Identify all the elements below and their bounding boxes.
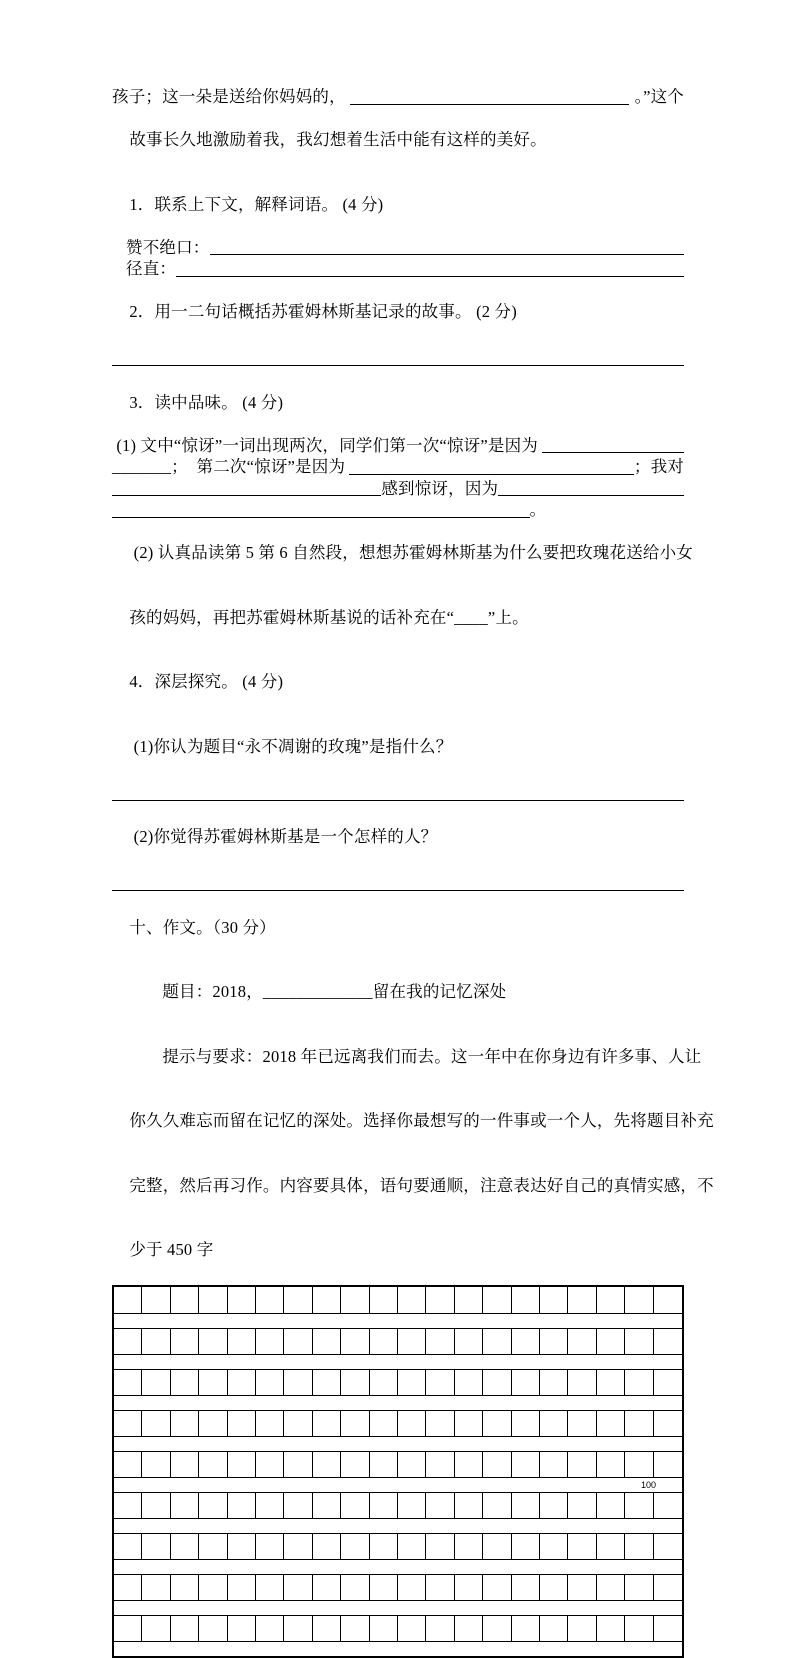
grid-cell xyxy=(426,1616,454,1641)
grid-cell xyxy=(199,1411,227,1436)
grid-cell xyxy=(114,1370,142,1395)
grid-cell xyxy=(568,1616,596,1641)
grid-cell xyxy=(284,1370,312,1395)
grid-spacer xyxy=(114,1314,682,1328)
grid-cell xyxy=(114,1575,142,1600)
grid-cell xyxy=(483,1411,511,1436)
grid-cell xyxy=(199,1452,227,1477)
grid-row xyxy=(114,1615,682,1642)
grid-cell xyxy=(313,1534,341,1559)
grid-row xyxy=(114,1533,682,1560)
answer-blank-quote xyxy=(350,99,629,105)
grid-cell xyxy=(313,1329,341,1354)
grid-cell xyxy=(313,1616,341,1641)
grid-cell xyxy=(114,1329,142,1354)
grid-cell xyxy=(313,1411,341,1436)
grid-cell xyxy=(370,1411,398,1436)
grid-cell xyxy=(625,1493,653,1518)
grid-cell xyxy=(654,1287,682,1313)
grid-cell xyxy=(228,1287,256,1313)
grid-cell xyxy=(341,1329,369,1354)
grid-cell xyxy=(540,1493,568,1518)
grid-cell xyxy=(313,1452,341,1477)
grid-cell xyxy=(256,1329,284,1354)
grid-cell xyxy=(256,1493,284,1518)
question-3-sub2-line-1: (2) 认真品读第 5 第 6 自然段，想想苏霍姆林斯基为什么要把玫瑰花送给小女 xyxy=(129,543,694,562)
grid-cell xyxy=(625,1575,653,1600)
question-4-title: 4．深层探究。 (4 分) xyxy=(129,672,284,691)
grid-cell xyxy=(540,1616,568,1641)
passage-line-1 xyxy=(112,86,684,108)
grid-cell xyxy=(142,1493,170,1518)
grid-spacer xyxy=(114,1642,682,1656)
essay-section-title: 十、作文。（30 分） xyxy=(129,917,276,937)
grid-cell xyxy=(142,1452,170,1477)
essay-requirements-line-4: 少于 450 字 xyxy=(129,1240,214,1259)
grid-cell xyxy=(370,1575,398,1600)
grid-cell xyxy=(540,1287,568,1313)
grid-cell xyxy=(398,1534,426,1559)
grid-cell xyxy=(568,1411,596,1436)
grid-cell xyxy=(228,1411,256,1436)
grid-spacer xyxy=(114,1478,682,1492)
grid-cell xyxy=(370,1329,398,1354)
answer-blank-line xyxy=(112,795,684,801)
grid-cell xyxy=(597,1534,625,1559)
grid-cell xyxy=(455,1534,483,1559)
grid-cell xyxy=(483,1329,511,1354)
grid-cell xyxy=(341,1411,369,1436)
grid-cell xyxy=(455,1287,483,1313)
grid-cell xyxy=(625,1329,653,1354)
grid-cell xyxy=(114,1411,142,1436)
grid-cell xyxy=(341,1287,369,1313)
grid-cell xyxy=(171,1370,199,1395)
grid-cell xyxy=(256,1616,284,1641)
grid-cell xyxy=(256,1287,284,1313)
grid-cell xyxy=(512,1370,540,1395)
grid-cell xyxy=(256,1452,284,1477)
grid-cell xyxy=(597,1452,625,1477)
grid-cell xyxy=(625,1534,653,1559)
grid-cell xyxy=(483,1370,511,1395)
grid-cell xyxy=(455,1616,483,1641)
grid-cell xyxy=(654,1452,682,1477)
passage-line-2: 故事长久地激励着我，我幻想着生活中能有这样的美好。 xyxy=(129,130,547,149)
grid-cell xyxy=(199,1575,227,1600)
question-3-sub1-line-4: 。 xyxy=(112,499,684,521)
grid-cell xyxy=(199,1534,227,1559)
grid-cell xyxy=(142,1616,170,1641)
grid-cell xyxy=(142,1329,170,1354)
grid-spacer xyxy=(114,1519,682,1533)
grid-cell xyxy=(625,1287,653,1313)
grid-cell xyxy=(171,1452,199,1477)
grid-cell xyxy=(625,1616,653,1641)
grid-cell xyxy=(597,1287,625,1313)
grid-spacer xyxy=(114,1396,682,1410)
grid-cell xyxy=(654,1575,682,1600)
grid-cell xyxy=(568,1534,596,1559)
grid-cell xyxy=(540,1370,568,1395)
grid-cell xyxy=(512,1411,540,1436)
question-4-sub2-answer-line xyxy=(112,869,684,895)
grid-cell xyxy=(256,1575,284,1600)
grid-cell xyxy=(568,1452,596,1477)
grid-cell xyxy=(455,1452,483,1477)
grid-cell xyxy=(114,1493,142,1518)
grid-row xyxy=(114,1328,682,1355)
grid-cell xyxy=(568,1370,596,1395)
grid-cell xyxy=(398,1493,426,1518)
grid-cell xyxy=(483,1616,511,1641)
essay-requirements-line-2: 你久久难忘而留在记忆的深处。选择你最想写的一件事或一个人，先将题目补充 xyxy=(129,1111,714,1130)
grid-cell xyxy=(370,1616,398,1641)
grid-cell xyxy=(426,1493,454,1518)
grid-cell xyxy=(370,1452,398,1477)
grid-cell xyxy=(568,1329,596,1354)
grid-cell xyxy=(313,1493,341,1518)
composition-grid xyxy=(112,1285,684,1658)
grid-cell xyxy=(540,1411,568,1436)
grid-cell xyxy=(228,1616,256,1641)
grid-cell xyxy=(284,1411,312,1436)
grid-cell xyxy=(398,1329,426,1354)
grid-cell xyxy=(654,1534,682,1559)
grid-char-counter: 100 xyxy=(640,1479,656,1490)
grid-row xyxy=(114,1410,682,1437)
essay-requirements-line-3: 完整，然后再习作。内容要具体，语句要通顺，注意表达好自己的真情实感，不 xyxy=(129,1175,714,1195)
grid-cell xyxy=(597,1329,625,1354)
grid-cell xyxy=(568,1575,596,1600)
grid-cell xyxy=(341,1493,369,1518)
question-3-title: 3．读中品味。 (4 分) xyxy=(129,392,284,412)
grid-row xyxy=(114,1451,682,1478)
grid-cell xyxy=(199,1493,227,1518)
grid-cell xyxy=(114,1287,142,1313)
grid-cell xyxy=(171,1329,199,1354)
question-1-blank-jingzhi xyxy=(112,258,684,280)
question-3-sub1-line-3: 感到惊讶，因为 xyxy=(112,478,684,500)
answer-blank-line xyxy=(112,512,530,518)
grid-cell xyxy=(370,1534,398,1559)
grid-cell xyxy=(426,1534,454,1559)
grid-cell xyxy=(540,1534,568,1559)
answer-blank-line xyxy=(349,469,634,475)
grid-cell xyxy=(313,1575,341,1600)
grid-cell xyxy=(455,1329,483,1354)
question-3-sub1-line-2: _______； 第二次“惊讶”是因为 ；我对 xyxy=(112,457,684,476)
grid-cell xyxy=(228,1452,256,1477)
grid-cell xyxy=(142,1411,170,1436)
grid-cell xyxy=(313,1370,341,1395)
grid-cell xyxy=(625,1452,653,1477)
grid-cell xyxy=(171,1287,199,1313)
grid-cell xyxy=(142,1287,170,1313)
grid-row xyxy=(114,1369,682,1396)
grid-cell xyxy=(228,1329,256,1354)
grid-cell xyxy=(597,1616,625,1641)
answer-blank-line xyxy=(210,249,685,255)
grid-cell xyxy=(370,1493,398,1518)
grid-cell xyxy=(455,1493,483,1518)
answer-blank-line xyxy=(498,490,684,496)
grid-cell xyxy=(228,1575,256,1600)
grid-cell xyxy=(341,1575,369,1600)
grid-cell xyxy=(654,1329,682,1354)
grid-cell xyxy=(426,1287,454,1313)
grid-cell xyxy=(256,1370,284,1395)
grid-cell xyxy=(284,1493,312,1518)
grid-cell xyxy=(483,1575,511,1600)
grid-cell xyxy=(398,1370,426,1395)
grid-cell xyxy=(199,1370,227,1395)
question-4-sub1: (1)你认为题目“永不凋谢的玫瑰”是指什么？ xyxy=(129,736,453,756)
grid-spacer xyxy=(114,1437,682,1451)
grid-cell xyxy=(341,1534,369,1559)
grid-cell xyxy=(654,1370,682,1395)
grid-cell xyxy=(512,1534,540,1559)
question-1-blank-zanbujuekou xyxy=(112,237,684,259)
grid-cell xyxy=(597,1493,625,1518)
grid-cell xyxy=(654,1493,682,1518)
grid-cell xyxy=(228,1493,256,1518)
grid-cell xyxy=(114,1452,142,1477)
grid-cell xyxy=(483,1534,511,1559)
answer-blank-line xyxy=(112,885,684,891)
grid-cell xyxy=(171,1411,199,1436)
grid-cell xyxy=(540,1329,568,1354)
grid-cell xyxy=(284,1575,312,1600)
grid-cell xyxy=(284,1452,312,1477)
grid-cell xyxy=(142,1575,170,1600)
grid-cell xyxy=(455,1575,483,1600)
grid-cell xyxy=(284,1534,312,1559)
grid-cell xyxy=(654,1411,682,1436)
grid-cell xyxy=(341,1370,369,1395)
answer-blank-line xyxy=(112,360,684,366)
grid-cell xyxy=(597,1575,625,1600)
grid-spacer xyxy=(114,1560,682,1574)
grid-cell xyxy=(256,1411,284,1436)
question-2-title: 2．用一二句话概括苏霍姆林斯基记录的故事。 (2 分) xyxy=(129,302,517,321)
grid-cell xyxy=(341,1616,369,1641)
grid-cell xyxy=(284,1329,312,1354)
grid-cell xyxy=(398,1287,426,1313)
grid-cell xyxy=(398,1575,426,1600)
grid-cell xyxy=(512,1575,540,1600)
grid-cell xyxy=(313,1287,341,1313)
grid-cell xyxy=(370,1287,398,1313)
grid-cell xyxy=(284,1287,312,1313)
blank-label: 赞不绝口： xyxy=(126,237,210,257)
grid-cell xyxy=(171,1493,199,1518)
grid-cell xyxy=(512,1616,540,1641)
answer-blank-line xyxy=(176,271,684,277)
passage-line-1-text: 孩子；这一朵是送给你妈妈的， xyxy=(112,87,346,106)
grid-cell xyxy=(483,1287,511,1313)
grid-cell xyxy=(512,1329,540,1354)
grid-cell xyxy=(512,1452,540,1477)
grid-cell xyxy=(171,1616,199,1641)
grid-cell xyxy=(398,1452,426,1477)
answer-blank-line xyxy=(542,447,684,453)
essay-topic-line: 题目：2018，_____________留在我的记忆深处 xyxy=(162,982,507,1001)
grid-cell xyxy=(597,1370,625,1395)
grid-cell xyxy=(228,1370,256,1395)
grid-cell xyxy=(142,1370,170,1395)
grid-cell xyxy=(568,1287,596,1313)
grid-cell xyxy=(228,1534,256,1559)
grid-cell xyxy=(398,1411,426,1436)
grid-cell xyxy=(597,1411,625,1436)
grid-cell xyxy=(426,1411,454,1436)
grid-cell xyxy=(654,1616,682,1641)
passage-line-1-end: 。”这个 xyxy=(634,87,684,106)
grid-row xyxy=(114,1492,682,1519)
grid-cell xyxy=(483,1493,511,1518)
grid-cell xyxy=(171,1534,199,1559)
grid-cell xyxy=(483,1452,511,1477)
grid-cell xyxy=(426,1370,454,1395)
blank-label: 径直： xyxy=(126,259,177,278)
question-2-answer-line xyxy=(112,344,684,370)
grid-cell xyxy=(370,1370,398,1395)
grid-cell xyxy=(455,1411,483,1436)
grid-cell xyxy=(568,1493,596,1518)
question-3-sub1-line-1: (1) 文中“惊讶”一词出现两次，同学们第一次“惊讶”是因为 xyxy=(112,435,684,457)
grid-cell xyxy=(398,1616,426,1641)
answer-blank-line xyxy=(112,490,381,496)
question-4-sub1-answer-line xyxy=(112,779,684,805)
grid-cell xyxy=(199,1287,227,1313)
grid-cell xyxy=(426,1452,454,1477)
grid-spacer xyxy=(114,1601,682,1615)
question-1-title: 1．联系上下文，解释词语。 (4 分) xyxy=(129,194,384,214)
grid-cell xyxy=(512,1493,540,1518)
grid-cell xyxy=(540,1452,568,1477)
grid-cell xyxy=(199,1329,227,1354)
grid-cell xyxy=(284,1616,312,1641)
question-3-sub2-line-2: 孩的妈妈，再把苏霍姆林斯基说的话补充在“____”上。 xyxy=(129,607,529,627)
grid-cell xyxy=(199,1616,227,1641)
grid-cell xyxy=(114,1534,142,1559)
grid-row xyxy=(114,1574,682,1601)
essay-requirements-line-1: 提示与要求：2018 年已远离我们而去。这一年中在你身边有许多事、人让 xyxy=(162,1046,702,1066)
grid-cell xyxy=(540,1575,568,1600)
grid-row xyxy=(114,1287,682,1314)
grid-cell xyxy=(512,1287,540,1313)
grid-cell xyxy=(256,1534,284,1559)
grid-cell xyxy=(625,1411,653,1436)
grid-cell xyxy=(426,1329,454,1354)
grid-cell xyxy=(114,1616,142,1641)
grid-cell xyxy=(142,1534,170,1559)
grid-cell xyxy=(341,1452,369,1477)
grid-cell xyxy=(171,1575,199,1600)
grid-spacer xyxy=(114,1355,682,1369)
question-4-sub2: (2)你觉得苏霍姆林斯基是一个怎样的人？ xyxy=(129,827,438,846)
grid-cell xyxy=(426,1575,454,1600)
grid-cell xyxy=(455,1370,483,1395)
grid-cell xyxy=(625,1370,653,1395)
